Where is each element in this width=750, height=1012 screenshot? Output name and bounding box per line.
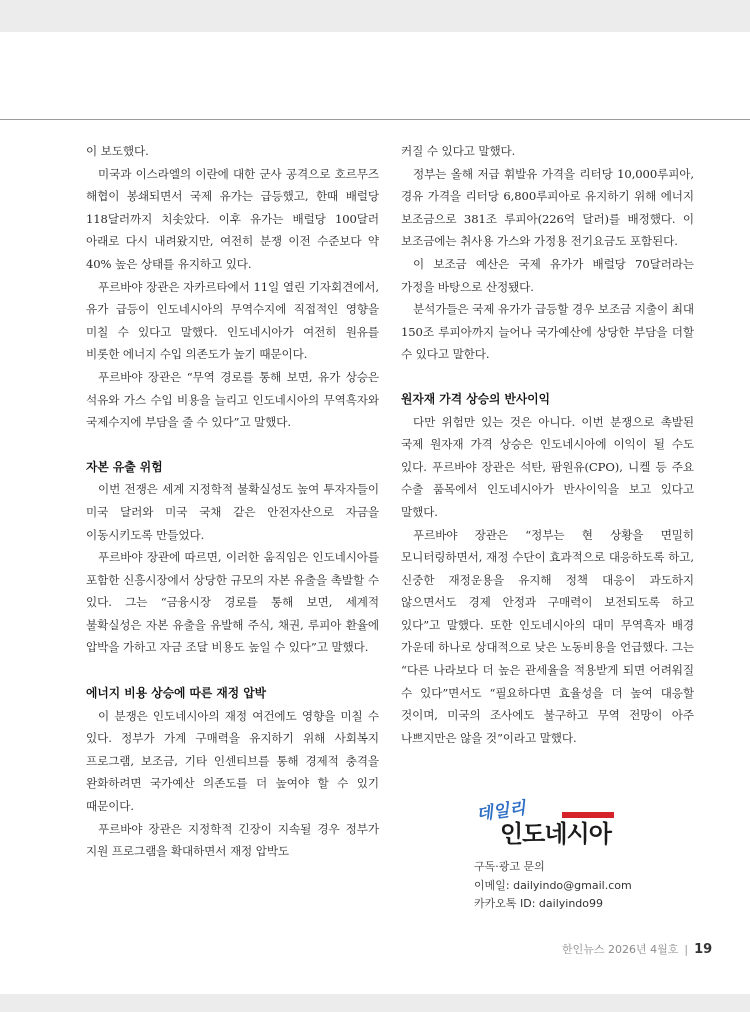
contact-kakao: 카카오톡 ID: dailyindo99 bbox=[474, 897, 603, 910]
logo-main-text: 인도네시아 bbox=[500, 820, 611, 848]
article-paragraph: 미국과 이스라엘의 이란에 대한 군사 공격으로 호르무즈 해협이 봉쇄되면서 국제 유가는 급등했고, 한때 배럴당 118달러까지 치솟았다. 이후 유가는 배럴당 100달러 아래로 다시 내려왔지만, 여전히 분쟁 이전 수준보다 약 40% 높은 상태를 유지하고 있다. bbox=[86, 166, 379, 271]
article-right-column bbox=[401, 140, 694, 749]
article-paragraph: 이 보조금 예산은 국제 유가가 배럴당 70달러라는 가정을 바탕으로 산정됐다. bbox=[401, 256, 694, 294]
section-heading: 자본 유출 위험 bbox=[86, 459, 163, 474]
page-footer bbox=[562, 941, 712, 957]
article-paragraph: 이번 전쟁은 세계 지정학적 불확실성도 높여 투자자들이 미국 달러와 미국 국채 같은 안전자산으로 자금을 이동시키도록 만들었다. bbox=[86, 482, 379, 542]
article-paragraph: 푸르바야 장관은 “무역 경로를 통해 보면, 유가 상승은 석유와 가스 수입 비용을 늘리고 인도네시아의 무역흑자와 국제수지에 부담을 줄 수 있다”고 말했다. bbox=[86, 369, 379, 430]
header-rule bbox=[0, 119, 750, 120]
article-paragraph: 분석가들은 국제 유가가 급등할 경우 보조금 지출이 최대 150조 루피아까지 늘어나 국가예산에 상당한 부담을 더할 수 있다고 말한다. bbox=[401, 302, 694, 362]
section-heading: 원자재 가격 상승의 반사이익 bbox=[401, 391, 551, 406]
contact-heading: 구독·광고 문의 bbox=[474, 860, 545, 873]
contact-email: 이메일: dailyindo@gmail.com bbox=[474, 878, 632, 892]
article-paragraph: 커질 수 있다고 말했다. bbox=[401, 144, 516, 158]
article-paragraph: 이 분쟁은 인도네시아의 재정 여건에도 영향을 미칠 수 있다. 정부가 가계 구매력을 유지하기 위해 사회복지 프로그램, 보조금, 기타 인센티브를 통해 경제적 충격을 완화하려면 국가예산 의존도를 더 높여야 할 수 있기 때문이다. bbox=[86, 708, 379, 814]
page-number: 19 bbox=[694, 942, 713, 957]
section-gap bbox=[86, 434, 379, 456]
article-paragraph: 정부는 올해 저급 휘발유 가격을 리터당 10,000루피아, 경유 가격을 리터당 6,800루피아로 유지하기 위해 에너지 보조금으로 381조 루피아(226억 달러)를 배정했다. 이 보조금에는 취사용 가스와 가정용 전기요금도 포함된다. bbox=[401, 166, 694, 249]
article-paragraph: 푸르바야 장관은 자카르타에서 11일 열린 기자회견에서, 유가 급등이 인도네시아의 무역수지에 직접적인 영향을 미칠 수 있다고 말했다. 인도네시아가 여전히 원유를 비롯한 에너지 수입 의존도가 높기 때문이다. bbox=[86, 279, 379, 362]
logo-sub-text: 데일리 bbox=[475, 798, 527, 825]
article-paragraph: 푸르바야 장관은 “정부는 현 상황을 면밀히 모니터링하면서, 재정 수단이 효과적으로 대응하도록 하고, 신중한 재정운용을 유지해 정책 대응이 과도하지 않으면서도 경제 안정과 구매력이 보전되도록 하고 있다”고 말했다. 또한 인도네시아의 대미 무역흑자 배경 가운데 하나로 상대적으로 낮은 노동비용을 언급했다. 그는 “다른 나라보다 더 높은 관세율을 적용받게 되면 어려워질 수 있다”면서도 “필요하다면 효율성을 더 높여 대응할 것이며, 미국의 조사에도 불구하고 무역 전망이 아주 나쁘지만은 않을 것”이라고 말했다. bbox=[401, 527, 694, 745]
article-left-column bbox=[86, 140, 379, 863]
article-paragraph: 이 보도했다. bbox=[86, 144, 149, 158]
daily-indonesia-logo bbox=[475, 798, 623, 852]
publication-issue: 한인뉴스 2026년 4월호 bbox=[562, 943, 679, 956]
section-gap bbox=[401, 366, 694, 388]
article-paragraph: 다만 위험만 있는 것은 아니다. 이번 분쟁으로 촉발된 국제 원자재 가격 상승은 인도네시아에 이익이 될 수도 있다. 푸르바야 장관은 석탄, 팜원유(CPO), 니켈 등 주요 수출 품목에서 인도네시아가 반사이익을 보고 있다고 말했다. bbox=[401, 414, 694, 519]
bottom-margin-band bbox=[0, 994, 750, 1012]
footer-separator: | bbox=[684, 943, 689, 956]
contact-info bbox=[474, 858, 632, 914]
article-paragraph: 푸르바야 장관에 따르면, 이러한 움직임은 인도네시아를 포함한 신흥시장에서 상당한 규모의 자본 유출을 촉발할 수 있다. 그는 “금융시장 경로를 통해 보면, 세계적 불확실성은 자본 유출을 유발해 주식, 채권, 루피아 환율에 압박을 가하고 자금 조달 비용도 높일 수 있다”고 말했다. bbox=[86, 550, 379, 655]
article-paragraph: 푸르바야 장관은 지정학적 긴장이 지속될 경우 정부가 지원 프로그램을 확대하면서 재정 압박도 bbox=[86, 821, 379, 859]
section-gap bbox=[86, 659, 379, 682]
section-heading: 에너지 비용 상승에 따른 재정 압박 bbox=[86, 686, 267, 701]
top-margin-band bbox=[0, 0, 750, 32]
